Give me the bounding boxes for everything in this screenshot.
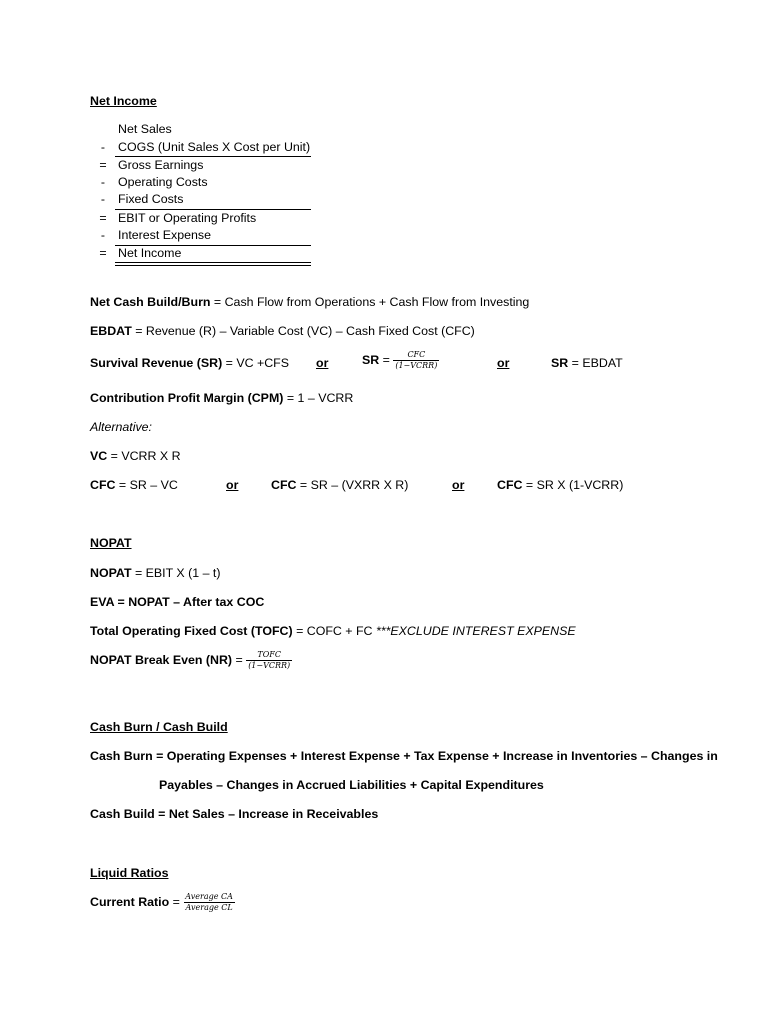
or-connector: or bbox=[316, 356, 329, 370]
formula: = Cash Flow from Operations + Cash Flow from Investing bbox=[210, 295, 530, 309]
liquid-ratios-heading: Liquid Ratios bbox=[90, 866, 169, 880]
sr-fraction-formula bbox=[362, 350, 439, 371]
net-cash-build-burn-line bbox=[90, 295, 529, 309]
or-connector: or bbox=[497, 356, 510, 370]
row-label: Operating Costs bbox=[118, 175, 208, 189]
term: Contribution Profit Margin (CPM) bbox=[90, 391, 284, 405]
income-row-net-sales bbox=[96, 122, 172, 136]
formula: = VCRR X R bbox=[107, 449, 181, 463]
row-label: Gross Earnings bbox=[118, 158, 204, 172]
vc-line bbox=[90, 449, 181, 463]
fraction-numerator: Average CA bbox=[185, 892, 233, 901]
sr-ebdat-formula bbox=[551, 356, 623, 370]
row-label: Net Sales bbox=[118, 122, 172, 136]
cfc-formula-2 bbox=[271, 478, 408, 492]
term: CFC bbox=[497, 478, 523, 492]
term: Total Operating Fixed Cost (TOFC) bbox=[90, 624, 293, 638]
current-ratio-line bbox=[90, 892, 235, 913]
formula: = EBIT X (1 – t) bbox=[131, 566, 221, 580]
nopat-heading: NOPAT bbox=[90, 536, 132, 550]
fraction-numerator: TOFC bbox=[257, 650, 281, 659]
income-row-ebit bbox=[96, 211, 256, 225]
row-label: Net Income bbox=[118, 246, 182, 260]
equals: = bbox=[169, 894, 184, 909]
income-row-interest-expense bbox=[96, 228, 211, 242]
fraction-denominator: (1−VCRR) bbox=[395, 361, 438, 370]
term: Current Ratio bbox=[90, 894, 170, 909]
row-label: Interest Expense bbox=[118, 228, 211, 242]
eva-line: EVA = NOPAT – After tax COC bbox=[90, 595, 265, 609]
formula: = 1 – VCRR bbox=[283, 391, 354, 405]
cfc-formula-1 bbox=[90, 478, 178, 492]
term: NOPAT bbox=[90, 566, 132, 580]
sr-term: SR bbox=[551, 356, 569, 370]
tofc-note: ***EXCLUDE INTEREST EXPENSE bbox=[375, 624, 576, 638]
term: CFC bbox=[271, 478, 297, 492]
term: VC bbox=[90, 449, 108, 463]
term: NOPAT Break Even (NR) bbox=[90, 652, 233, 667]
formula: = EBDAT bbox=[568, 356, 623, 370]
formula: = SR X (1-VCRR) bbox=[522, 478, 624, 492]
fraction-numerator: CFC bbox=[407, 350, 426, 359]
survival-revenue-line bbox=[90, 356, 289, 370]
income-row-gross-earnings bbox=[96, 158, 203, 172]
nopat-break-even-line bbox=[90, 650, 292, 671]
income-row-fixed-costs bbox=[96, 192, 183, 206]
row-symbol: - bbox=[100, 192, 106, 206]
subtotal-rule bbox=[115, 209, 311, 210]
or-connector: or bbox=[226, 478, 239, 492]
row-symbol: = bbox=[99, 158, 107, 172]
term: EBDAT bbox=[90, 324, 132, 338]
break-even-fraction bbox=[246, 650, 292, 671]
nopat-line bbox=[90, 566, 220, 580]
alternative-label: Alternative: bbox=[90, 420, 152, 434]
row-symbol: = bbox=[99, 211, 107, 225]
equals: = bbox=[232, 652, 247, 667]
formula: = VC +CFS bbox=[222, 356, 290, 370]
term: Net Cash Build/Burn bbox=[90, 295, 211, 309]
row-label: COGS (Unit Sales X Cost per Unit) bbox=[118, 140, 311, 154]
equals: = bbox=[379, 352, 394, 367]
subtotal-rule bbox=[115, 156, 311, 157]
formula: = SR – VC bbox=[115, 478, 178, 492]
tofc-line bbox=[90, 624, 576, 638]
row-label: EBIT or Operating Profits bbox=[118, 211, 257, 225]
cash-build-line: Cash Build = Net Sales – Increase in Receivables bbox=[90, 807, 379, 821]
sr-term: SR bbox=[362, 352, 380, 367]
fraction-denominator: (1−VCRR) bbox=[248, 661, 291, 670]
term: CFC bbox=[90, 478, 116, 492]
formula: = COFC + FC bbox=[292, 624, 376, 638]
row-symbol: - bbox=[100, 140, 106, 154]
formula: = SR – (VXRR X R) bbox=[296, 478, 409, 492]
cash-burn-line-1: Cash Burn = Operating Expenses + Interest Expense + Tax Expense + Increase in Inventories – Changes in bbox=[90, 749, 718, 763]
income-row-cogs bbox=[96, 140, 310, 154]
cpm-line bbox=[90, 391, 353, 405]
current-ratio-fraction bbox=[183, 892, 235, 913]
ebdat-line bbox=[90, 324, 475, 338]
term: Survival Revenue (SR) bbox=[90, 356, 223, 370]
formula: = Revenue (R) – Variable Cost (VC) – Cash Fixed Cost (CFC) bbox=[131, 324, 475, 338]
row-label: Fixed Costs bbox=[118, 192, 184, 206]
net-income-heading: Net Income bbox=[90, 94, 157, 108]
total-double-rule bbox=[115, 262, 311, 266]
cfc-formula-3 bbox=[497, 478, 623, 492]
fraction-denominator: Average CL bbox=[185, 903, 233, 912]
cash-burn-line-2: Payables – Changes in Accrued Liabilities + Capital Expenditures bbox=[159, 778, 544, 792]
income-row-operating-costs bbox=[96, 175, 208, 189]
row-symbol: - bbox=[100, 175, 106, 189]
cash-burn-build-heading: Cash Burn / Cash Build bbox=[90, 720, 228, 734]
income-row-net-income bbox=[96, 246, 181, 260]
row-symbol: - bbox=[100, 228, 106, 242]
sr-fraction bbox=[393, 350, 439, 371]
row-symbol: = bbox=[99, 246, 107, 260]
or-connector: or bbox=[452, 478, 465, 492]
